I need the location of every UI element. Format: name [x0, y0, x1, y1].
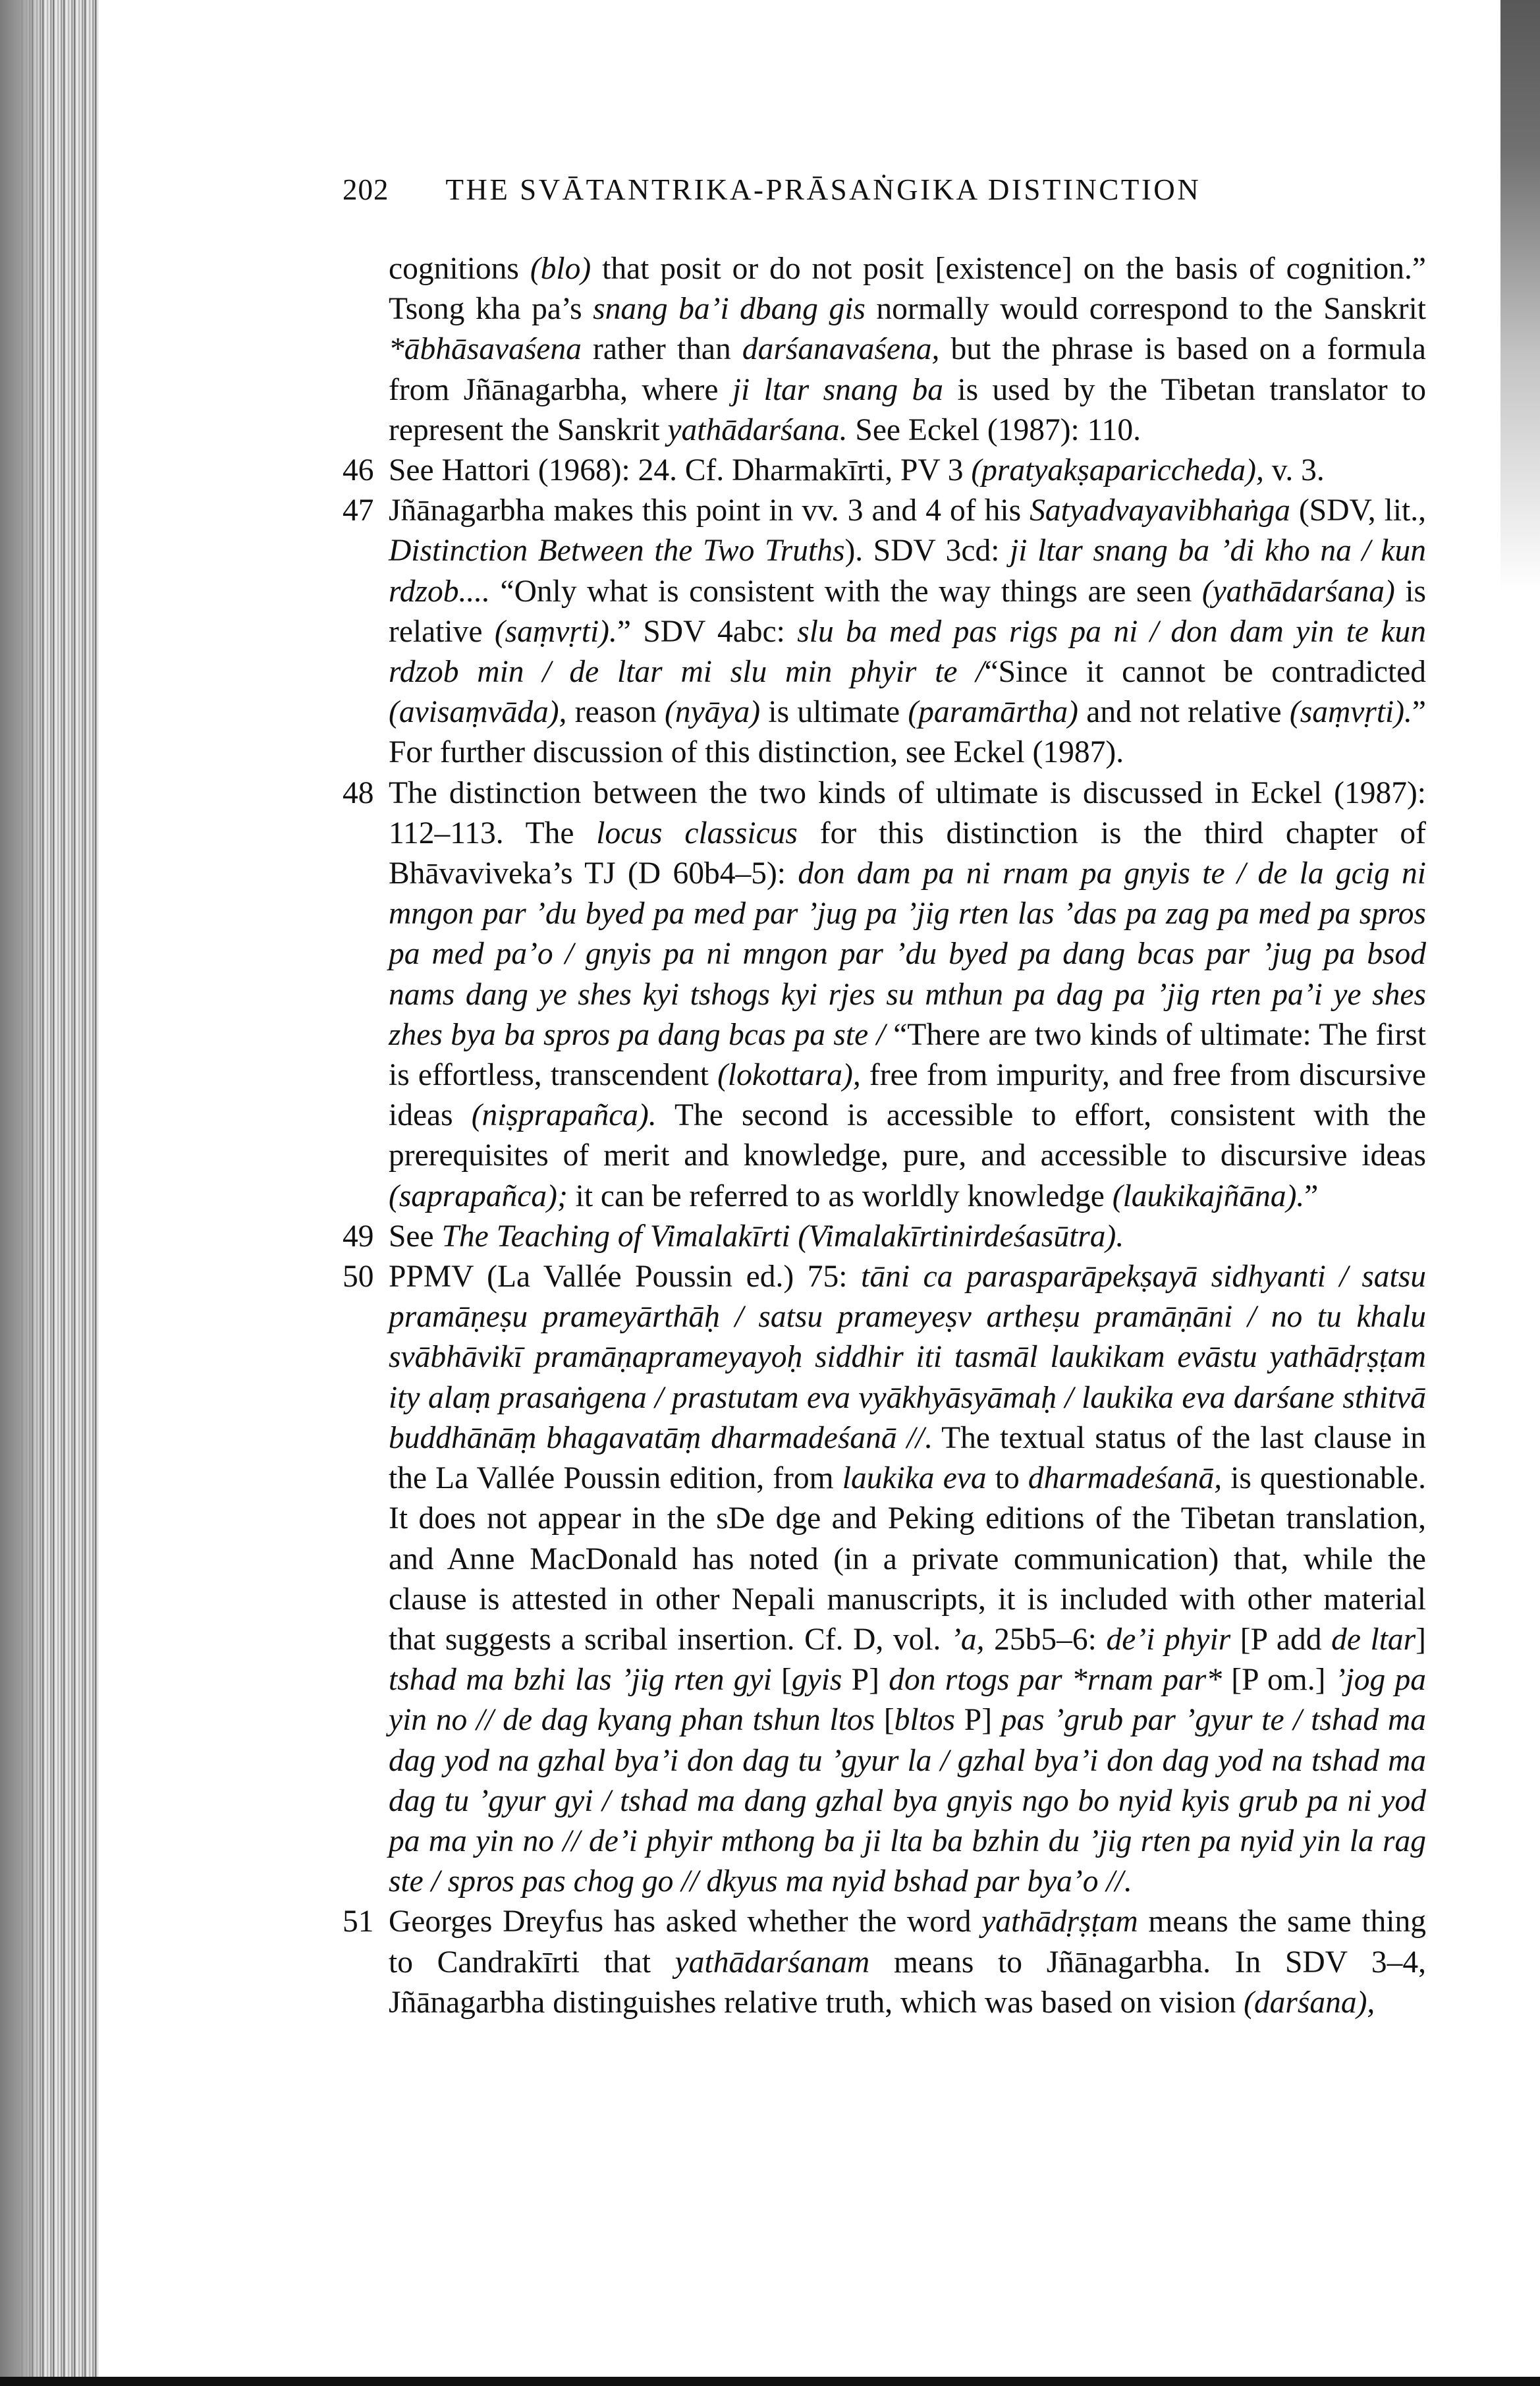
italic-text: tāni ca parasparāpekṣayā sidhyanti / satsu pramāṇeṣu prameyārthāḥ / satsu prameyeṣv artheṣu pramāṇāni / no tu khalu svābhāvikī pramāṇaprameyayoḥ siddhir iti tasmāl laukikam evāstu yathādṛṣṭam ity alaṃ prasaṅgena / prastutam eva vyākhyāsyāmaḥ / laukika eva darśane sthitvā buddhānāṃ bhagavatāṃ dharmadeśanā // — [389, 1260, 1426, 1455]
note-text: it can be referred to as worldly knowledge — [567, 1179, 1113, 1213]
note-text: is ultimate — [760, 695, 908, 730]
note-text: See Eckel (1987): 110. — [847, 412, 1141, 447]
note-text: “There are two kinds of ultimate: The first is effortless, transcendent — [389, 1017, 1427, 1093]
italic-text: slu ba med pas rigs pa ni / don dam yin te kun rdzob min / de ltar mi slu min phyir te / — [389, 614, 1426, 690]
note-text: to — [986, 1461, 1028, 1496]
italic-text: (lokottara), — [717, 1058, 861, 1093]
note-text: “Since it cannot be contradicted — [984, 655, 1426, 690]
note-text: v. 3. — [1263, 453, 1325, 488]
italic-text: ’a, — [950, 1622, 985, 1657]
note-text: [ — [875, 1703, 894, 1738]
note-text: [P add — [1230, 1622, 1332, 1657]
note-text: (SDV, lit., — [1290, 493, 1426, 528]
italic-text: tshad ma bzhi las ’jig rten gyi — [389, 1663, 772, 1698]
italic-text: (saprapañca); — [389, 1179, 568, 1213]
note-text: [ — [771, 1663, 792, 1698]
italic-text: (saṃvṛti). — [1289, 695, 1412, 730]
note-49 — [343, 1217, 1426, 1257]
italic-text: ji ltar snang ba — [732, 372, 944, 407]
note-text: ” — [1304, 1179, 1319, 1213]
italic-text: don rtogs par *rnam par* — [889, 1663, 1222, 1698]
italic-text: (saṃvṛti). — [494, 614, 617, 649]
note-text: cognitions — [389, 252, 530, 286]
italic-text: ji ltar snang ba ’di kho na / kun rdzob.... — [389, 534, 1426, 609]
italic-text: snang ba’i dbang gis — [593, 292, 866, 327]
running-head — [343, 173, 1462, 207]
note-number: 48 — [343, 775, 374, 810]
note-text: Georges Dreyfus has asked whether the word — [389, 1904, 982, 1939]
note-text: means the same thing to Candrakīrti that — [389, 1904, 1426, 1980]
italic-text: Distinction Between the Two Truths — [389, 534, 845, 569]
note-number: 46 — [343, 453, 374, 488]
note-48 — [343, 773, 1426, 1217]
italic-text: (paramārtha) — [908, 695, 1078, 730]
note-number: 51 — [343, 1904, 374, 1939]
endnotes — [343, 249, 1426, 2023]
note-text: ” SDV 4abc: — [617, 614, 798, 649]
note-text: ” For further discussion of this distinction, see Eckel (1987). — [389, 695, 1426, 770]
note-text: Jñānagarbha makes this point in vv. 3 and 4 of his — [389, 493, 1030, 528]
italic-text: locus classicus — [596, 816, 798, 850]
italic-text: don dam pa ni rnam pa gnyis te / de la gcig ni mngon par ’du byed pa med par ’jug pa ’jig rten las ’das pa zag pa med pa spros pa med pa’o / gnyis pa ni mngon par ’du byed pa dang bcas par ’jug pa bsod nams dang ye shes kyi tshogs kyi rjes su mthun pa dag pa ’jig rten pa’i ye shes zhes bya ba spros pa dang bcas pa ste / — [389, 856, 1426, 1052]
note-text: . — [1123, 1864, 1132, 1899]
italic-text: (niṣprapañca). — [471, 1098, 657, 1133]
note-text: is questionable. It does not appear in the sDe dge and Peking editions of the Tibetan translation, and Anne MacDonald has noted (in a private communication) that, while the clause is attested in other Nepali manuscripts, it is included with other material that suggests a scribal insertion. Cf. D, vol. — [389, 1461, 1427, 1657]
italic-text: ’jog pa yin no // de dag kyang phan tshun ltos — [389, 1663, 1426, 1738]
note-text: 25b5–6: — [984, 1622, 1107, 1657]
italic-text: gyis — [791, 1663, 842, 1698]
italic-text: (nyāya) — [665, 695, 761, 730]
note-47 — [343, 491, 1426, 773]
note-text: that posit or do not posit [existence] on the basis of cognition.” Tsong kha pa’s — [389, 252, 1426, 327]
italic-text: *ābhāsavaśena — [389, 332, 582, 367]
scan-edge-shadow — [1500, 0, 1540, 593]
note-number: 47 — [343, 493, 374, 528]
note-text: for this distinction is the third chapter of Bhāvaviveka’s TJ (D 60b4–5): — [389, 816, 1426, 891]
note-text: PPMV (La Vallée Poussin ed.) 75: — [389, 1260, 862, 1294]
note-text: rather than — [581, 332, 742, 367]
note-text: . The textual status of the last clause in the La Vallée Poussin edition, from — [389, 1420, 1426, 1496]
note-text: is relative — [389, 574, 1426, 649]
italic-text: (darśana), — [1244, 1985, 1375, 2020]
note-text: ] — [1416, 1622, 1426, 1657]
scan-binding-shadow — [0, 0, 99, 2386]
note-continuation — [343, 249, 1426, 451]
note-text: is used by the Tibetan translator to represent the Sanskrit — [389, 372, 1426, 447]
note-text: free from impurity, and free from discursive ideas — [389, 1058, 1426, 1133]
note-number: 50 — [343, 1260, 374, 1294]
italic-text: pas ’grub par ’gyur te / tshad ma dag yod na gzhal bya’i don dag tu ’gyur la / gzhal bya’i don dag yod na tshad ma dag tu ’gyur gyi / tshad ma dang gzhal bya gnyis ngo bo nyid kyis grub pa ni yod pa ma yin no // de’i phyir mthong ba ji lta ba bzhin du ’jig rten pa nyid yin la rag ste / spros pas chog go // dkyus ma nyid bshad par bya’o // — [389, 1703, 1426, 1899]
note-number: 49 — [343, 1219, 374, 1254]
note-text: normally would correspond to the Sanskrit — [865, 292, 1427, 327]
note-text: The second is accessible to effort, consistent with the prerequisites of merit and knowledge, pure, and accessible to discursive ideas — [389, 1098, 1426, 1173]
note-51 — [343, 1902, 1426, 2023]
italic-text: bltos — [894, 1703, 956, 1738]
italic-text: yathādṛṣṭam — [981, 1904, 1138, 1939]
note-text: and not relative — [1078, 695, 1290, 730]
italic-text: The Teaching of Vimalakīrti (Vimalakīrtinirdeśasūtra). — [441, 1219, 1124, 1254]
note-text: [P om.] — [1222, 1663, 1335, 1698]
note-text: The distinction between the two kinds of ultimate is discussed in Eckel (1987): 112–113. The — [389, 775, 1426, 850]
note-text: P] — [842, 1663, 889, 1698]
italic-text: (blo) — [530, 252, 591, 286]
note-text: P] — [955, 1703, 1001, 1738]
note-text: reason — [566, 695, 665, 730]
note-text: See Hattori (1968): 24. Cf. Dharmakīrti, PV 3 — [389, 453, 972, 488]
note-text: means to Jñānagarbha. In SDV 3–4, Jñānagarbha distinguishes relative truth, which was based on vision — [389, 1945, 1426, 2020]
italic-text: darśanavaśena, — [742, 332, 940, 367]
note-text: “Only what is consistent with the way things are seen — [489, 574, 1202, 609]
note-text: but the phrase is based on a formula from Jñānagarbha, where — [389, 332, 1426, 407]
italic-text: de ltar — [1331, 1622, 1416, 1657]
italic-text: laukika eva — [842, 1461, 987, 1496]
italic-text: (yathādarśana) — [1201, 574, 1395, 609]
note-text: ). SDV 3cd: — [844, 534, 1010, 569]
note-text: See — [389, 1219, 442, 1254]
italic-text: yathādarśana. — [667, 412, 848, 447]
italic-text: dharmadeśanā, — [1028, 1461, 1223, 1496]
italic-text: Satyadvayavibhaṅga — [1030, 493, 1290, 528]
italic-text: (pratyakṣapariccheda), — [971, 453, 1264, 488]
note-50 — [343, 1257, 1426, 1902]
scan-bottom-edge — [0, 2377, 1540, 2386]
note-46 — [343, 451, 1426, 491]
italic-text: (avisaṃvāda), — [389, 695, 567, 730]
italic-text: yathādarśanam — [674, 1945, 870, 1980]
italic-text: de’i phyir — [1106, 1622, 1231, 1657]
running-title: THE SVĀTANTRIKA-PRĀSAṄGIKA DISTINCTION — [445, 173, 1201, 206]
page-number: 202 — [343, 173, 389, 206]
italic-text: (laukikajñāna). — [1112, 1179, 1305, 1213]
